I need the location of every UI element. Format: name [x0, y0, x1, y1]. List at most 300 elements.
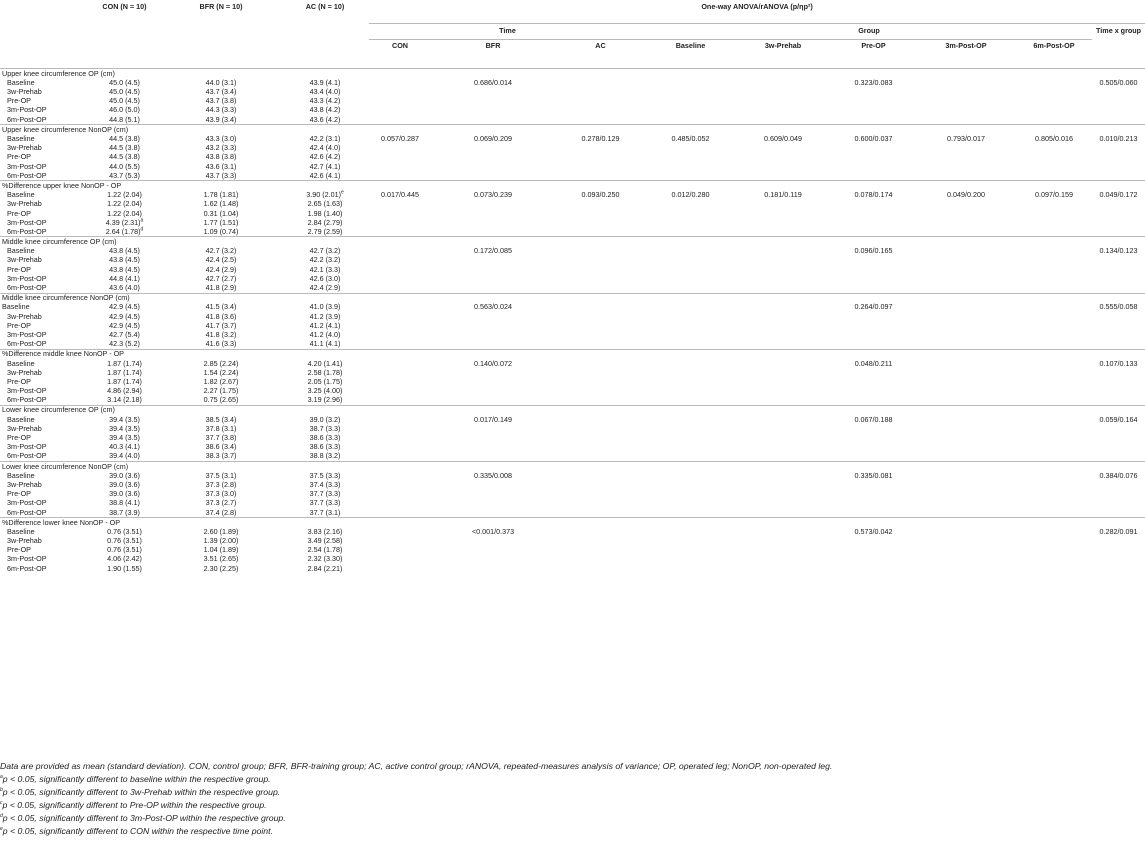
- stat-group-3w-prehab: [735, 303, 831, 312]
- empty-cell: [1092, 106, 1145, 115]
- row-label: Baseline: [7, 246, 35, 256]
- empty-cell: [646, 321, 735, 330]
- table-row: [0, 265, 1145, 274]
- empty-cell: [1092, 256, 1145, 265]
- empty-cell: [431, 480, 555, 489]
- empty-cell: [916, 546, 1016, 555]
- section-title: %Difference upper knee NonOP - OP: [0, 181, 1145, 191]
- empty-cell: [735, 508, 831, 518]
- empty-cell: [916, 555, 1016, 564]
- empty-cell: [1092, 283, 1145, 293]
- note-item: [0, 773, 832, 786]
- empty-cell: [916, 377, 1016, 386]
- empty-cell: [831, 321, 916, 330]
- empty-cell: [646, 489, 735, 498]
- empty-cell: [1092, 97, 1145, 106]
- empty-cell: [916, 265, 1016, 274]
- row-label: Pre-OP: [7, 376, 31, 386]
- cell-bfr: 1.09 (0.74): [203, 226, 239, 236]
- note-marker: e: [0, 826, 3, 833]
- empty-cell: [646, 115, 735, 125]
- table-row: [0, 508, 1145, 518]
- section-title: Middle knee circumference OP (cm): [0, 237, 1145, 247]
- empty-cell: [431, 489, 555, 498]
- empty-cell: [646, 87, 735, 96]
- row-label: 6m-Post-OP: [7, 563, 47, 573]
- empty-cell: [1016, 312, 1092, 321]
- row-label: Pre-OP: [7, 545, 31, 555]
- empty-cell: [735, 546, 831, 555]
- empty-cell: [646, 330, 735, 339]
- table-row: [0, 424, 1145, 433]
- empty-cell: [735, 200, 831, 209]
- cell-con: 0.76 (3.51): [107, 536, 142, 546]
- stat-time-con: 0.057/0.287: [381, 134, 419, 144]
- empty-cell: [646, 106, 735, 115]
- stat-group-3m-post-op: [916, 303, 1016, 312]
- table-row: [0, 283, 1145, 293]
- empty-cell: [1092, 171, 1145, 181]
- table-row: [0, 339, 1145, 349]
- empty-cell: [555, 218, 646, 227]
- table-row: [0, 171, 1145, 181]
- empty-cell: [646, 144, 735, 153]
- empty-cell: [735, 312, 831, 321]
- cell-con: 44.5 (3.8): [109, 143, 140, 153]
- empty-cell: [831, 115, 916, 125]
- empty-cell: [735, 536, 831, 545]
- empty-cell: [1016, 209, 1092, 218]
- row-label: Pre-OP: [7, 489, 31, 499]
- table-row: [0, 87, 1145, 96]
- empty-cell: [431, 256, 555, 265]
- empty-cell: [646, 209, 735, 218]
- empty-cell: [735, 339, 831, 349]
- empty-cell: [1092, 227, 1145, 237]
- cell-ac: 42.2 (3.2): [309, 255, 341, 265]
- cell-ac: 3.19 (2.96): [307, 395, 343, 405]
- empty-cell: [369, 115, 431, 125]
- table-row: [0, 227, 1145, 237]
- empty-cell: [646, 433, 735, 442]
- table-body: [0, 69, 1145, 574]
- row-label: 3w-Prehab: [7, 255, 42, 265]
- cell-con: 39.0 (3.6): [109, 479, 140, 489]
- empty-cell: [369, 171, 431, 181]
- cell-con: 1.87 (1.74): [107, 367, 142, 377]
- empty-cell: [1016, 115, 1092, 125]
- empty-cell: [646, 536, 735, 545]
- stat-group-3w-prehab: [735, 359, 831, 368]
- empty-cell: [1092, 274, 1145, 283]
- table-row: [0, 162, 1145, 171]
- empty-cell: [431, 87, 555, 96]
- empty-cell: [369, 339, 431, 349]
- stat-group-pre-op: 0.078/0.174: [854, 190, 893, 200]
- empty-cell: [555, 339, 646, 349]
- table-row: [0, 377, 1145, 386]
- cell-con: 43.8 (4.5): [109, 255, 140, 265]
- empty-cell: [369, 274, 431, 283]
- cell-bfr: 37.3 (2.8): [205, 479, 237, 489]
- table-row: [0, 396, 1145, 406]
- empty-cell: [735, 115, 831, 125]
- header-time: Time: [369, 24, 646, 40]
- row-label: Baseline: [7, 77, 35, 87]
- empty-cell: [431, 339, 555, 349]
- empty-cell: [369, 480, 431, 489]
- header-interaction: Time x group: [1096, 26, 1142, 35]
- cell-bfr: 0.31 (1.04): [203, 208, 239, 218]
- empty-cell: [1092, 443, 1145, 452]
- cell-bfr: 41.8 (3.6): [205, 311, 237, 321]
- table-row: [0, 443, 1145, 452]
- empty-cell: [646, 564, 735, 573]
- stat-time-bfr: <0.001/0.373: [471, 526, 515, 536]
- cell-ac: 38.8 (3.2): [309, 451, 341, 461]
- empty-cell: [1016, 330, 1092, 339]
- empty-cell: [831, 209, 916, 218]
- empty-cell: [916, 227, 1016, 237]
- empty-cell: [369, 433, 431, 442]
- empty-cell: [431, 153, 555, 162]
- empty-cell: [831, 443, 916, 452]
- footnote-marker: e: [340, 189, 344, 196]
- cell-con: 39.0 (3.6): [109, 489, 140, 499]
- stat-time-bfr: 0.073/0.239: [474, 190, 512, 200]
- empty-cell: [646, 368, 735, 377]
- empty-cell: [646, 283, 735, 293]
- stat-group-pre-op: 0.335/0.081: [854, 470, 893, 480]
- empty-cell: [555, 555, 646, 564]
- empty-cell: [1092, 536, 1145, 545]
- empty-cell: [1092, 115, 1145, 125]
- empty-cell: [831, 218, 916, 227]
- cell-bfr: 37.5 (3.1): [205, 470, 237, 480]
- empty-cell: [1092, 162, 1145, 171]
- row-label: 6m-Post-OP: [7, 114, 47, 124]
- stat-time-ac: [555, 415, 646, 424]
- cell-con: 43.8 (4.5): [109, 246, 140, 256]
- empty-cell: [1016, 283, 1092, 293]
- empty-cell: [1016, 144, 1092, 153]
- section-title-row: [0, 461, 1145, 471]
- empty-cell: [1092, 368, 1145, 377]
- row-label: 3m-Post-OP: [7, 161, 47, 171]
- cell-bfr: 41.8 (2.9): [205, 283, 237, 293]
- cell-con: 1.22 (2.04): [107, 208, 142, 218]
- empty-cell: [555, 443, 646, 452]
- stat-group-3m-post-op: [916, 415, 1016, 424]
- empty-cell: [369, 144, 431, 153]
- empty-cell: [555, 312, 646, 321]
- empty-cell: [369, 106, 431, 115]
- cell-ac: 1.98 (1.40): [307, 208, 343, 218]
- empty-cell: [555, 274, 646, 283]
- stat-time-bfr: 0.335/0.008: [474, 470, 512, 480]
- empty-cell: [1016, 218, 1092, 227]
- cell-bfr: 1.82 (2.67): [203, 376, 239, 386]
- cell-bfr: 44.0 (3.1): [205, 77, 237, 87]
- cell-con: 39.0 (3.6): [109, 470, 140, 480]
- empty-cell: [555, 564, 646, 573]
- empty-cell: [431, 508, 555, 518]
- cell-con: 0.76 (3.51): [107, 526, 142, 536]
- table-row: [0, 330, 1145, 339]
- stat-group-baseline: [646, 359, 735, 368]
- empty-cell: [369, 162, 431, 171]
- table-row: [0, 452, 1145, 462]
- stat-time-bfr: 0.069/0.209: [474, 134, 512, 144]
- empty-cell: [1016, 227, 1092, 237]
- empty-cell: [646, 546, 735, 555]
- note-item: [0, 812, 832, 825]
- row-label: Baseline: [7, 526, 35, 536]
- empty-cell: [916, 274, 1016, 283]
- empty-cell: [916, 339, 1016, 349]
- cell-ac: 3.83 (2.16): [307, 526, 343, 536]
- empty-cell: [831, 564, 916, 573]
- empty-cell: [1016, 339, 1092, 349]
- note-text: p < 0.05, significantly different to baseline within the respective group.: [2, 774, 271, 784]
- stat-group-3w-prehab: [735, 527, 831, 536]
- empty-cell: [831, 171, 916, 181]
- cell-con: 40.3 (4.1): [109, 442, 140, 452]
- empty-cell: [1092, 312, 1145, 321]
- empty-cell: [646, 499, 735, 508]
- stat-group-baseline: 0.012/0.280: [671, 190, 710, 200]
- empty-cell: [831, 377, 916, 386]
- cell-ac: 4.20 (1.41): [307, 358, 343, 368]
- stat-time-con: [369, 471, 431, 480]
- row-label: 6m-Post-OP: [7, 451, 47, 461]
- empty-cell: [555, 265, 646, 274]
- empty-cell: [431, 499, 555, 508]
- header-group-3m-post-op: 3m-Post-OP: [945, 41, 987, 50]
- stat-time-bfr: 0.017/0.149: [474, 414, 512, 424]
- empty-cell: [831, 489, 916, 498]
- empty-cell: [735, 499, 831, 508]
- empty-cell: [369, 424, 431, 433]
- empty-cell: [431, 200, 555, 209]
- cell-con: 4.06 (2.42): [107, 554, 142, 564]
- empty-cell: [916, 312, 1016, 321]
- empty-cell: [1092, 452, 1145, 462]
- stat-interaction: 0.282/0.091: [1099, 526, 1138, 536]
- empty-cell: [1092, 377, 1145, 386]
- cell-ac: 3.49 (2.58): [307, 536, 343, 546]
- row-label: 3w-Prehab: [7, 199, 42, 209]
- cell-con: 46.0 (5.0): [109, 105, 140, 115]
- empty-cell: [831, 386, 916, 395]
- row-label: Baseline: [2, 302, 30, 312]
- table-row: [0, 256, 1145, 265]
- table-row: [0, 546, 1145, 555]
- empty-cell: [369, 256, 431, 265]
- cell-ac: 42.6 (4.1): [309, 170, 341, 180]
- stat-group-3m-post-op: [916, 78, 1016, 87]
- section-title-row: [0, 349, 1145, 359]
- header-blank: [0, 0, 88, 24]
- empty-cell: [916, 489, 1016, 498]
- cell-ac: 42.6 (3.0): [309, 273, 341, 283]
- empty-cell: [431, 396, 555, 406]
- empty-cell: [735, 424, 831, 433]
- cell-ac: 2.32 (3.30): [307, 554, 343, 564]
- empty-cell: [1016, 536, 1092, 545]
- header-time-bfr: BFR: [485, 41, 501, 50]
- empty-cell: [431, 171, 555, 181]
- cell-con: 39.4 (3.5): [109, 423, 140, 433]
- empty-cell: [646, 153, 735, 162]
- empty-cell: [431, 564, 555, 573]
- empty-cell: [1092, 209, 1145, 218]
- cell-ac: 42.6 (4.2): [309, 152, 341, 162]
- row-label: Baseline: [7, 414, 35, 424]
- empty-cell: [555, 97, 646, 106]
- cell-ac: 38.6 (3.3): [309, 433, 341, 443]
- cell-bfr: 43.7 (3.4): [205, 87, 237, 97]
- section-title-row: [0, 293, 1145, 303]
- cell-ac: 39.0 (3.2): [309, 414, 341, 424]
- stat-time-con: [369, 303, 431, 312]
- stat-group-3m-post-op: [916, 247, 1016, 256]
- section-title: Upper knee circumference OP (cm): [0, 69, 1145, 79]
- empty-cell: [369, 330, 431, 339]
- row-label: Pre-OP: [7, 152, 31, 162]
- empty-cell: [831, 508, 916, 518]
- table-row: [0, 564, 1145, 573]
- empty-cell: [831, 330, 916, 339]
- empty-cell: [646, 555, 735, 564]
- row-label: 3m-Post-OP: [7, 498, 47, 508]
- stat-time-bfr: 0.686/0.014: [474, 77, 512, 87]
- stat-group-pre-op: 0.067/0.188: [854, 414, 893, 424]
- cell-bfr: 42.4 (2.9): [205, 264, 237, 274]
- empty-cell: [1092, 489, 1145, 498]
- note-marker: a: [0, 774, 3, 781]
- cell-con: 1.22 (2.04): [107, 199, 142, 209]
- stat-group-pre-op: 0.600/0.037: [854, 134, 893, 144]
- empty-cell: [735, 256, 831, 265]
- note-item: [0, 825, 832, 838]
- empty-cell: [555, 499, 646, 508]
- table-row: [0, 144, 1145, 153]
- empty-cell: [369, 87, 431, 96]
- cell-ac: 2.54 (1.78): [307, 545, 343, 555]
- table-row: [0, 489, 1145, 498]
- cell-bfr: 43.3 (3.0): [205, 134, 237, 144]
- empty-cell: [735, 209, 831, 218]
- stat-time-ac: [555, 359, 646, 368]
- section-title: %Difference middle knee NonOP - OP: [0, 349, 1145, 359]
- empty-cell: [1092, 200, 1145, 209]
- stat-group-pre-op: 0.573/0.042: [854, 526, 893, 536]
- cell-con: 3.14 (2.18): [107, 395, 142, 405]
- empty-cell: [1016, 377, 1092, 386]
- stat-time-ac: [555, 78, 646, 87]
- cell-ac: 43.4 (4.0): [309, 87, 341, 97]
- table-row: [0, 359, 1145, 368]
- empty-cell: [735, 97, 831, 106]
- empty-cell: [831, 265, 916, 274]
- table-row: [0, 200, 1145, 209]
- empty-cell: [831, 106, 916, 115]
- empty-cell: [431, 97, 555, 106]
- empty-cell: [735, 218, 831, 227]
- empty-cell: [916, 443, 1016, 452]
- empty-cell: [555, 171, 646, 181]
- stat-interaction: 0.505/0.060: [1099, 77, 1138, 87]
- table-row: [0, 218, 1145, 227]
- cell-ac: 42.2 (3.1): [309, 134, 341, 144]
- footnote-marker: d: [140, 226, 144, 233]
- cell-bfr: 42.7 (2.7): [205, 273, 237, 283]
- stat-group-6m-post-op: [1016, 303, 1092, 312]
- cell-bfr: 37.8 (3.1): [205, 423, 237, 433]
- cell-ac: 42.7 (4.1): [309, 161, 341, 171]
- cell-con: 45.0 (4.5): [109, 77, 140, 87]
- empty-cell: [1092, 218, 1145, 227]
- empty-cell: [555, 424, 646, 433]
- empty-cell: [646, 218, 735, 227]
- row-label: 3m-Post-OP: [7, 442, 47, 452]
- empty-cell: [369, 377, 431, 386]
- stat-time-ac: [555, 303, 646, 312]
- empty-cell: [555, 480, 646, 489]
- empty-cell: [735, 443, 831, 452]
- empty-cell: [831, 555, 916, 564]
- stat-time-con: [369, 247, 431, 256]
- row-label: 3w-Prehab: [7, 536, 42, 546]
- cell-bfr: 37.3 (3.0): [205, 489, 237, 499]
- empty-cell: [831, 499, 916, 508]
- empty-cell: [369, 489, 431, 498]
- cell-con: 42.9 (4.5): [109, 302, 140, 312]
- stat-interaction: 0.059/0.164: [1099, 414, 1138, 424]
- cell-ac: 2.58 (1.78): [307, 367, 343, 377]
- empty-cell: [369, 452, 431, 462]
- cell-bfr: 42.7 (3.2): [205, 246, 237, 256]
- stat-group-6m-post-op: [1016, 527, 1092, 536]
- empty-cell: [831, 153, 916, 162]
- empty-cell: [1016, 546, 1092, 555]
- table-row: [0, 499, 1145, 508]
- cell-ac: 2.84 (2.21): [307, 563, 343, 573]
- section-title-row: [0, 181, 1145, 191]
- empty-cell: [735, 480, 831, 489]
- cell-con: 42.7 (5.4): [109, 329, 140, 339]
- row-label: Baseline: [7, 470, 35, 480]
- empty-cell: [1092, 499, 1145, 508]
- row-label: 3m-Post-OP: [7, 105, 47, 115]
- table-row: [0, 386, 1145, 395]
- cell-con: 38.7 (3.9): [109, 507, 140, 517]
- empty-cell: [369, 227, 431, 237]
- table-row: [0, 555, 1145, 564]
- cell-con: 44.8 (4.1): [109, 273, 140, 283]
- row-label: 6m-Post-OP: [7, 507, 47, 517]
- section-title: Lower knee circumference OP (cm): [0, 405, 1145, 415]
- header-group: Group: [646, 24, 1092, 40]
- cell-bfr: 1.54 (2.24): [203, 367, 239, 377]
- empty-cell: [431, 555, 555, 564]
- table-row: [0, 368, 1145, 377]
- cell-ac: 37.7 (3.3): [309, 498, 341, 508]
- empty-cell: [431, 144, 555, 153]
- empty-cell: [555, 209, 646, 218]
- stat-group-6m-post-op: [1016, 359, 1092, 368]
